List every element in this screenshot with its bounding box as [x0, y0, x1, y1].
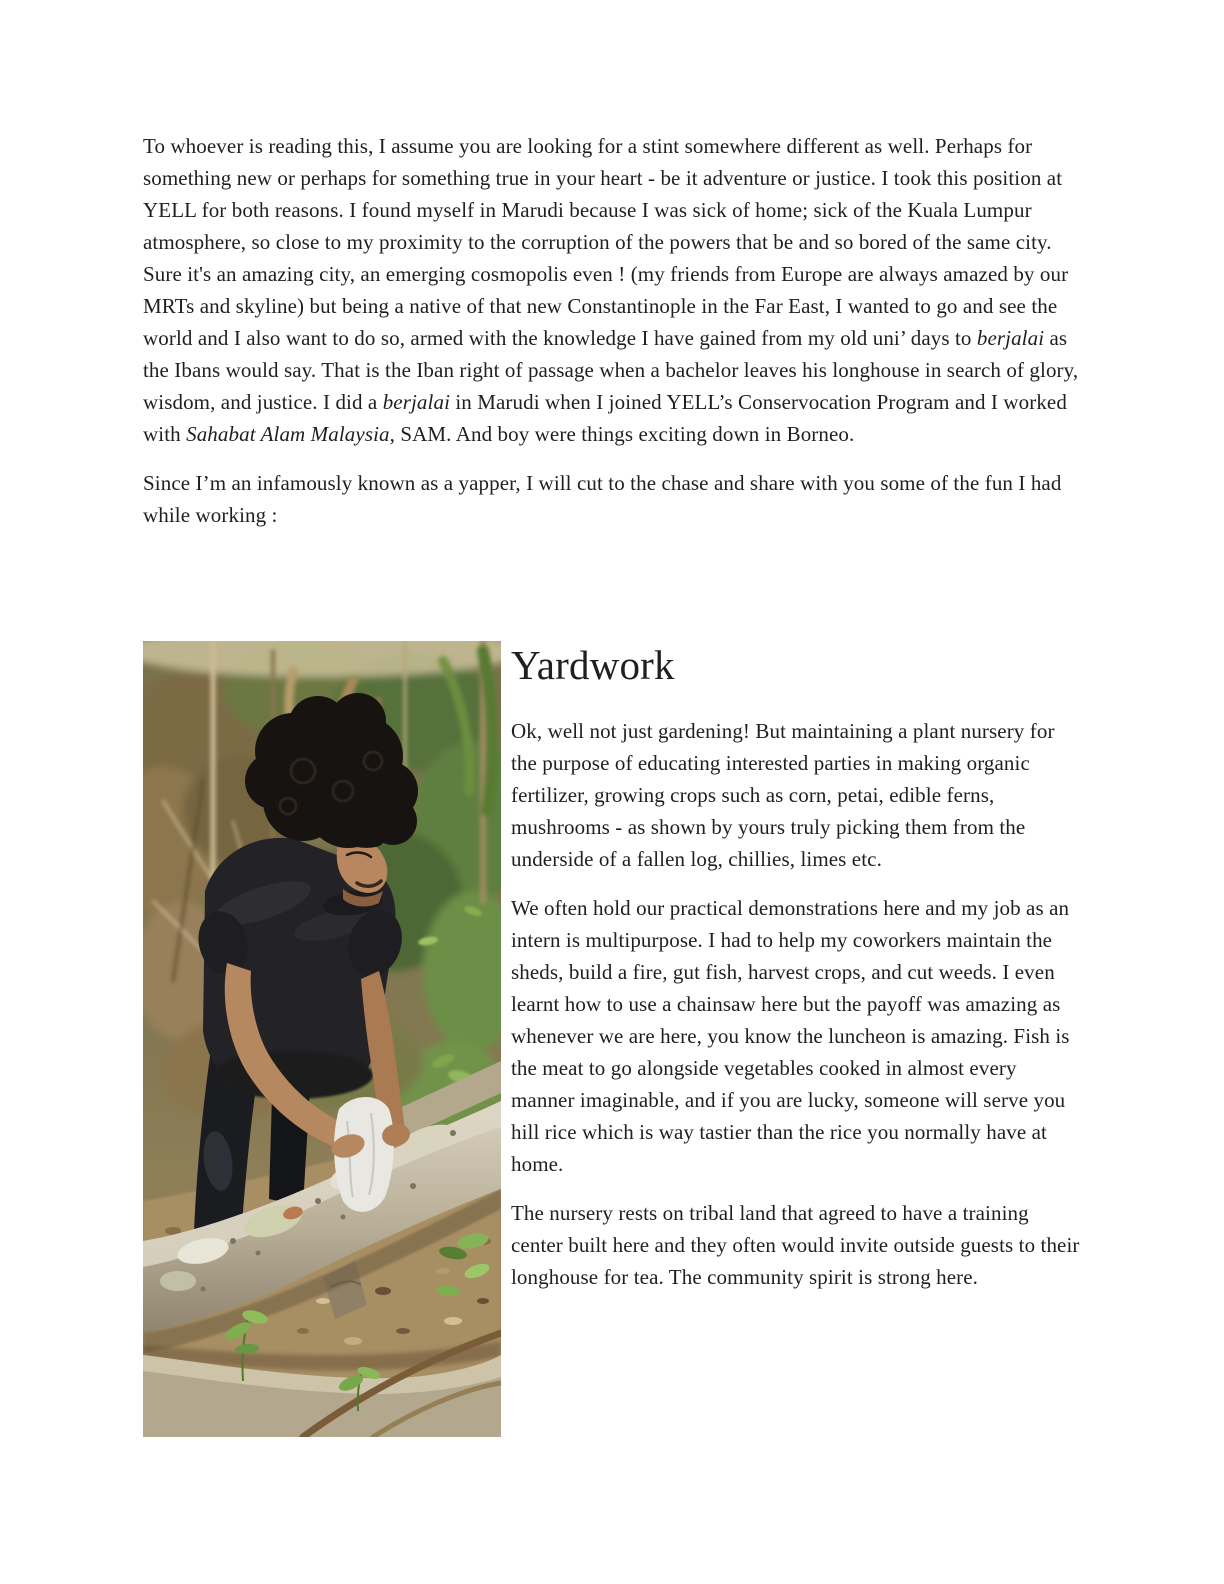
yardwork-text-column	[511, 641, 1081, 1310]
yardwork-paragraph-1: Ok, well not just gardening! But maintaining a plant nursery for the purpose of educating interested parties in making organic fertilizer, growing crops such as corn, petai, edible ferns, mushrooms - as shown by yours truly picking them from the underside of a fallen log, chillies, limes etc.	[511, 719, 1055, 871]
intro-italic-berjalai-2: berjalai	[382, 390, 450, 414]
forest-photo-illustration	[143, 641, 501, 1437]
intro-italic-berjalai-1: berjalai	[976, 326, 1045, 350]
yardwork-paragraph-2: We often hold our practical demonstrations here and my job as an intern is multipurpose. I had to help my coworkers maintain the sheds, build a fire, gut fish, harvest crops, and cut weeds. I even learnt how to use a chainsaw here but the payoff was amazing as whenever we are here, you know the luncheon is amazing. Fish is the meat to go alongside vegetables cooked in almost every manner imaginable, and if you are lucky, someone will serve you hill rice which is way tastier than the rice you normally have at home.	[511, 896, 1070, 1176]
intro-italic-sahabat-alam: Sahabat Alam Malaysia	[186, 422, 390, 446]
intro-text-1: To whoever is reading this, I assume you are looking for a stint somewhere different as well. Perhaps for something new or perhaps for something true in your heart - be it adventure or justice. I took this position at YELL for both reasons. I found myself in Marudi because I was sick of home; sick of the Kuala Lumpur atmosphere, so close to my proximity to the corruption of the powers that be and so bored of the same city. Sure it's an amazing city, an emerging cosmopolis even ! (my friends from Europe are always amazed by our MRTs and skyline) but being a native of that new Constantinople in the Far East, I wanted to go and see the world and I also want to do so, armed with the knowledge I have gained from my old uni’ days to	[143, 134, 1069, 350]
section-heading: Yardwork	[511, 642, 675, 688]
lead-in-paragraph: Since I’m an infamously known as a yapper, I will cut to the chase and share with you some of the fun I had while working :	[143, 471, 1062, 527]
yardwork-section	[143, 641, 1081, 1437]
intro-text-3: in Marudi when I joined YELL’s Conservocation Program and I worked with	[143, 390, 1067, 446]
intro-paragraph	[143, 130, 1081, 450]
yardwork-paragraph-3: The nursery rests on tribal land that agreed to have a training center built here and they often would invite outside guests to their longhouse for tea. The community spirit is strong here.	[511, 1201, 1080, 1289]
intro-text-2: as the Ibans would say. That is the Iban right of passage when a bachelor leaves his longhouse in search of glory, wisdom, and justice. I did a	[143, 326, 1079, 414]
intro-text-4: , SAM. And boy were things exciting down in Borneo.	[389, 422, 855, 446]
yardwork-photo	[143, 641, 501, 1437]
